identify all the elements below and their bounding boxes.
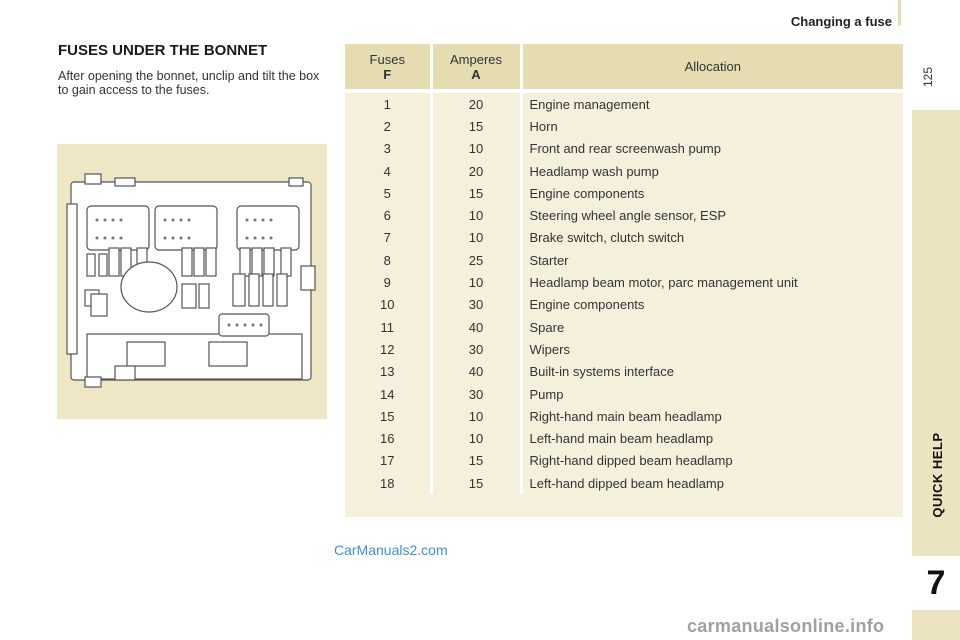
- fuse-number-cell: 12: [345, 338, 431, 360]
- fuse-number-cell: 16: [345, 427, 431, 449]
- allocation-cell: Starter: [521, 249, 903, 271]
- table-row: [345, 316, 903, 338]
- column-header-fuses-unit: F: [383, 66, 392, 82]
- allocation-cell: Right-hand dipped beam headlamp: [521, 450, 903, 472]
- column-header-amperes-label: Amperes: [449, 51, 503, 67]
- amperage-cell: 15: [431, 472, 521, 494]
- table-bottom-padding: [345, 494, 903, 516]
- fuse-box-diagram: [57, 144, 327, 419]
- header-divider: [898, 0, 901, 26]
- table-row: [345, 160, 903, 182]
- allocation-cell: Engine components: [521, 294, 903, 316]
- table-row: [345, 361, 903, 383]
- amperage-cell: 10: [431, 138, 521, 160]
- table-row: [345, 271, 903, 293]
- fuse-number-cell: 1: [345, 93, 431, 115]
- amperage-cell: 15: [431, 182, 521, 204]
- fuse-number-cell: 5: [345, 182, 431, 204]
- table-row: [345, 405, 903, 427]
- amperage-cell: 15: [431, 115, 521, 137]
- fuse-number-cell: 9: [345, 271, 431, 293]
- fuse-number-cell: 11: [345, 316, 431, 338]
- amperage-cell: 15: [431, 450, 521, 472]
- allocation-cell: Steering wheel angle sensor, ESP: [521, 204, 903, 226]
- column-header-allocation: Allocation: [521, 44, 903, 89]
- column-header-fuses: [345, 44, 431, 89]
- fuse-number-cell: 14: [345, 383, 431, 405]
- amperage-cell: 20: [431, 93, 521, 115]
- amperage-cell: 25: [431, 249, 521, 271]
- amperage-cell: 10: [431, 204, 521, 226]
- section-heading: FUSES UNDER THE BONNET: [58, 42, 268, 59]
- table-row: [345, 227, 903, 249]
- table-row: [345, 472, 903, 494]
- table-row: [345, 93, 903, 115]
- table-row: [345, 383, 903, 405]
- table-row: [345, 138, 903, 160]
- page-number: 125: [921, 66, 935, 88]
- table-row: [345, 115, 903, 137]
- column-header-amperes: [431, 44, 521, 89]
- allocation-cell: Engine components: [521, 182, 903, 204]
- chapter-tab-label: QUICK HELP: [929, 432, 945, 518]
- table-row: [345, 249, 903, 271]
- allocation-cell: Headlamp beam motor, parc management unit: [521, 271, 903, 293]
- fuse-number-cell: 6: [345, 204, 431, 226]
- amperage-cell: 40: [431, 361, 521, 383]
- fuse-number-cell: 4: [345, 160, 431, 182]
- table-header-row: [345, 44, 903, 89]
- amperage-cell: 10: [431, 427, 521, 449]
- allocation-cell: Horn: [521, 115, 903, 137]
- amperage-cell: 10: [431, 271, 521, 293]
- fuse-number-cell: 2: [345, 115, 431, 137]
- amperage-cell: 10: [431, 227, 521, 249]
- fuse-number-cell: 8: [345, 249, 431, 271]
- amperage-cell: 40: [431, 316, 521, 338]
- fuse-box-diagram-panel: [57, 144, 327, 419]
- allocation-cell: Engine management: [521, 93, 903, 115]
- allocation-cell: Left-hand main beam headlamp: [521, 427, 903, 449]
- table-row: [345, 338, 903, 360]
- allocation-cell: Built-in systems interface: [521, 361, 903, 383]
- page-header-title: Changing a fuse: [790, 14, 892, 29]
- watermark-carmanuals2: CarManuals2.com: [334, 542, 448, 558]
- column-header-amperes-unit: A: [471, 66, 481, 82]
- watermark-carmanualsonline: carmanualsonline.info: [687, 616, 885, 636]
- fuse-number-cell: 17: [345, 450, 431, 472]
- amperage-cell: 10: [431, 405, 521, 427]
- fuse-table: [345, 44, 903, 507]
- table-row: [345, 204, 903, 226]
- fuse-number-cell: 7: [345, 227, 431, 249]
- fuse-number-cell: 3: [345, 138, 431, 160]
- allocation-cell: Spare: [521, 316, 903, 338]
- allocation-cell: Front and rear screenwash pump: [521, 138, 903, 160]
- chapter-number: 7: [912, 556, 960, 610]
- allocation-cell: Headlamp wash pump: [521, 160, 903, 182]
- column-header-fuses-label: Fuses: [369, 51, 405, 67]
- fuse-number-cell: 15: [345, 405, 431, 427]
- allocation-cell: Left-hand dipped beam headlamp: [521, 472, 903, 494]
- table-row: [345, 182, 903, 204]
- allocation-cell: Brake switch, clutch switch: [521, 227, 903, 249]
- amperage-cell: 30: [431, 338, 521, 360]
- table-row: [345, 450, 903, 472]
- fuse-number-cell: 10: [345, 294, 431, 316]
- amperage-cell: 30: [431, 383, 521, 405]
- table-row: [345, 427, 903, 449]
- table-row: [345, 294, 903, 316]
- amperage-cell: 30: [431, 294, 521, 316]
- intro-text: After opening the bonnet, unclip and tilt the box to gain access to the fuses.: [58, 69, 320, 97]
- allocation-cell: Pump: [521, 383, 903, 405]
- fuse-number-cell: 18: [345, 472, 431, 494]
- fuse-number-cell: 13: [345, 361, 431, 383]
- allocation-cell: Right-hand main beam headlamp: [521, 405, 903, 427]
- allocation-cell: Wipers: [521, 338, 903, 360]
- amperage-cell: 20: [431, 160, 521, 182]
